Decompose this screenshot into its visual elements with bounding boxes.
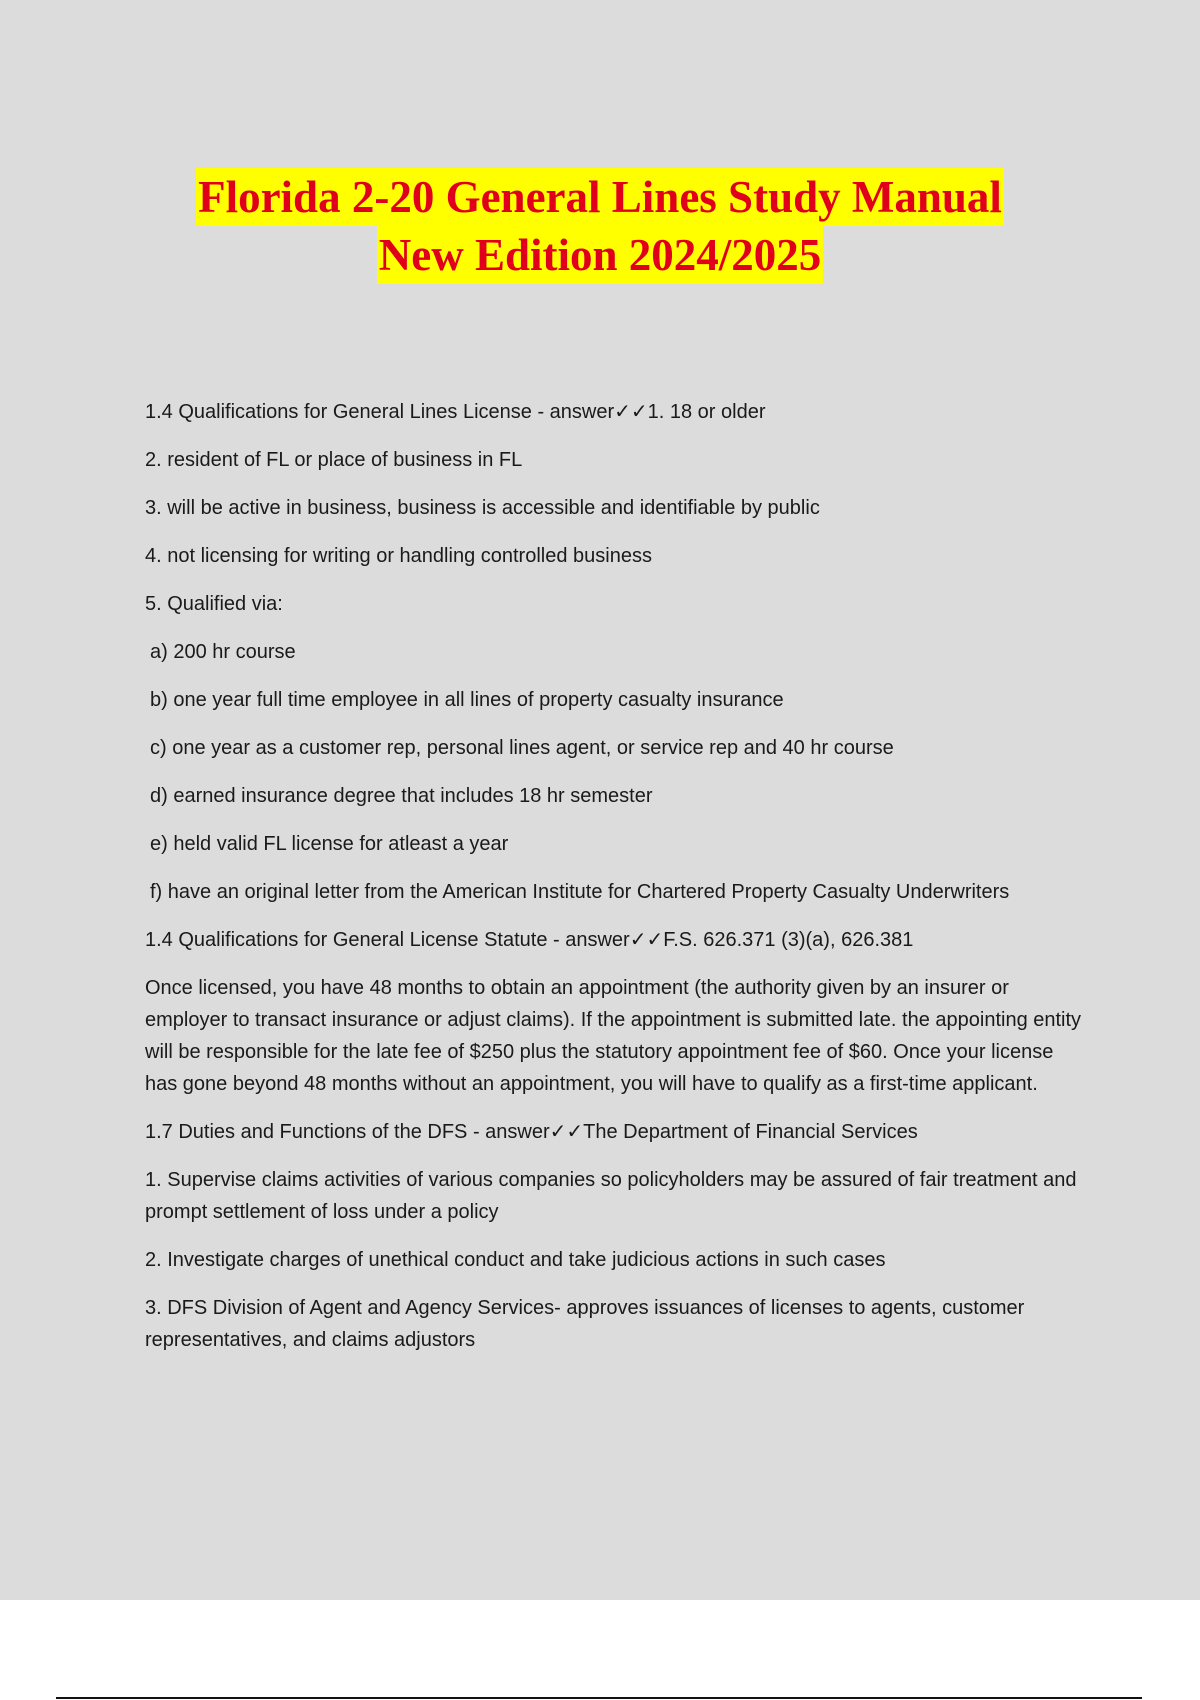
paragraph: 2. Investigate charges of unethical conduct and take judicious actions in such cases <box>145 1249 886 1271</box>
paragraph: 2. resident of FL or place of business in FL <box>145 449 523 471</box>
paragraph: 1.7 Duties and Functions of the DFS - answer✓✓The Department of Financial Services <box>145 1121 918 1143</box>
paragraph: Once licensed, you have 48 months to obtain an appointment (the authority given by an insurer or employer to transact insurance or adjust claims). If the appointment is submitted late. the appointing entity will be responsible for the late fee of $250 plus the statutory appointment fee of $60. Once your license has gone beyond 48 months without an appointment, you will have to qualify as a first-time applicant. <box>145 977 1082 1095</box>
paragraph: 1.4 Qualifications for General Lines License - answer✓✓1. 18 or older <box>145 401 766 423</box>
paragraph: 3. will be active in business, business is accessible and identifiable by public <box>145 497 820 519</box>
list-item: d) earned insurance degree that includes 18 hr semester <box>150 785 653 807</box>
bottom-divider <box>56 1697 1142 1699</box>
document-body <box>145 396 1090 1372</box>
paragraph: 1.4 Qualifications for General License Statute - answer✓✓F.S. 626.371 (3)(a), 626.381 <box>145 929 914 951</box>
paragraph: 5. Qualified via: <box>145 593 283 615</box>
list-item: f) have an original letter from the American Institute for Chartered Property Casualty Underwriters <box>150 881 1010 903</box>
list-item: a) 200 hr course <box>150 641 296 663</box>
paragraph: 3. DFS Division of Agent and Agency Services- approves issuances of licenses to agents, customer representatives, and claims adjustors <box>145 1297 1025 1351</box>
list-item: c) one year as a customer rep, personal lines agent, or service rep and 40 hr course <box>150 737 894 759</box>
paragraph: 1. Supervise claims activities of various companies so policyholders may be assured of fair treatment and prompt settlement of loss under a policy <box>145 1169 1077 1223</box>
paragraph: 4. not licensing for writing or handling controlled business <box>145 545 652 567</box>
list-item: b) one year full time employee in all lines of property casualty insurance <box>150 689 784 711</box>
document-title <box>0 168 1200 284</box>
list-item: e) held valid FL license for atleast a year <box>150 833 509 855</box>
title-line-1: Florida 2-20 General Lines Study Manual <box>196 168 1004 226</box>
title-line-2: New Edition 2024/2025 <box>377 226 824 284</box>
